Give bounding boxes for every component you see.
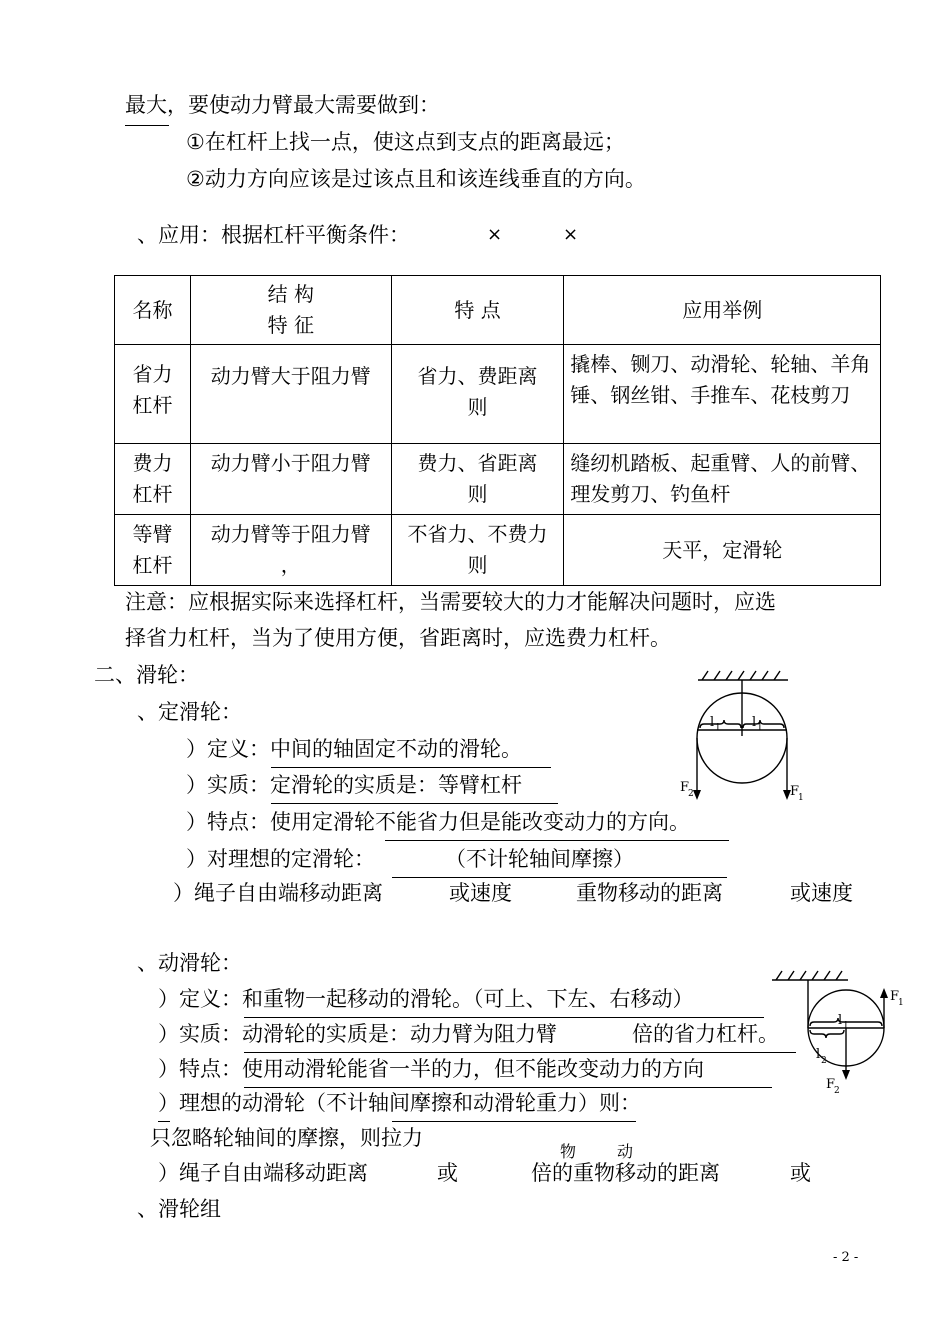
moving-friction: 只忽略轮轴间的摩擦，则拉力: [150, 1126, 423, 1150]
line-max-arm: 最大，要使动力臂最大需要做到：: [125, 93, 440, 117]
underline: [392, 1121, 636, 1122]
times-sign: ×: [563, 224, 579, 245]
moving-distance-a: ）绳子自由端移动距离: [158, 1161, 368, 1185]
cell-examples: 缝纫机踏板、起重臂、人的前臂、理发剪刀、钓鱼杆: [570, 451, 871, 506]
label-f2: F: [826, 1077, 836, 1092]
underline: [385, 840, 729, 841]
lever-table: [114, 275, 881, 586]
table-row: [115, 515, 881, 586]
table-header-row: [115, 276, 881, 345]
underline: [244, 1087, 772, 1088]
table-row: [115, 444, 881, 515]
fixed-ideal-note: （不计轮轴间摩擦）: [445, 847, 634, 871]
line-step-2: ②动力方向应该是过该点且和该连线垂直的方向。: [186, 167, 646, 191]
fixed-definition: ）定义：中间的轴固定不动的滑轮。: [186, 737, 522, 761]
underline: [271, 803, 558, 804]
moving-essence-a: ）实质：动滑轮的实质是：动力臂为阻力臂: [158, 1022, 557, 1046]
moving-essence-b: 倍的省力杠杆。: [632, 1022, 779, 1046]
cell-feature: 动力臂大于阻力臂: [210, 364, 371, 388]
underline: [392, 877, 727, 878]
underline: [244, 1052, 796, 1053]
label-f2: F: [680, 780, 690, 795]
fixed-distance-c: 重物移动的距离: [576, 881, 723, 905]
moving-feature: ）特点：使用动滑轮能省一半的力，但不能改变动力的方向: [158, 1057, 704, 1081]
header-structure: 结 构 特 征: [190, 276, 391, 345]
header-trait: 特 点: [391, 276, 564, 345]
cell-name: 省力 杠杆: [132, 362, 173, 417]
moving-definition: ）定义：和重物一起移动的滑轮。（可上、下左、右移动）: [158, 987, 694, 1011]
underline: [244, 1017, 764, 1018]
svg-text:2: 2: [821, 1056, 827, 1066]
line-step-1: ①在杠杆上找一点，使这点到支点的距离最远；: [186, 130, 625, 154]
header-name: 名称: [115, 276, 191, 345]
line-application: 、应用：根据杠杆平衡条件：: [137, 223, 410, 247]
label-f1: F: [790, 784, 800, 799]
underline: [271, 767, 551, 768]
page-number: - 2 -: [833, 1250, 859, 1265]
fixed-feature: ）特点：使用定滑轮不能省力但是能改变动力的方向。: [186, 810, 690, 834]
pulley-group-title: 、滑轮组: [137, 1197, 221, 1221]
label-l: l: [752, 715, 757, 730]
label-l: l: [816, 1047, 821, 1062]
fixed-distance-d: 或速度: [790, 881, 853, 905]
times-sign: ×: [487, 224, 503, 245]
svg-text:1: 1: [843, 1021, 849, 1031]
svg-text:2: 2: [688, 789, 694, 799]
underline: [125, 125, 169, 126]
fixed-essence: ）实质：定滑轮的实质是：等臂杠杆: [186, 773, 522, 797]
subscript-moving: 动: [617, 1142, 634, 1161]
moving-distance-b: 或: [437, 1161, 458, 1185]
fixed-distance-b: 或速度: [449, 881, 512, 905]
svg-text:1: 1: [798, 793, 804, 803]
subscript-object: 物: [560, 1142, 577, 1161]
cell-trait: 费力、省距离 则: [417, 451, 538, 506]
table-row: [115, 345, 881, 444]
underline: [158, 1121, 170, 1122]
moving-pulley-diagram: [768, 962, 918, 1104]
cell-name: 费力 杠杆: [132, 451, 173, 506]
svg-text:1: 1: [757, 723, 763, 733]
label-l: l: [710, 715, 715, 730]
cell-examples: 天平，定滑轮: [662, 537, 783, 562]
note-line-1: 注意：应根据实际来选择杠杆，当需要较大的力才能解决问题时，应选: [125, 590, 776, 614]
cell-trait: 不省力、不费力 则: [407, 522, 548, 577]
fixed-pulley-title: 、定滑轮：: [137, 700, 242, 724]
moving-distance-d: 或: [790, 1161, 811, 1185]
svg-text:1: 1: [715, 723, 721, 733]
label-l: l: [838, 1013, 843, 1028]
cell-examples: 撬棒、铡刀、动滑轮、轮轴、羊角锤、钢丝钳、手推车、花枝剪刀: [570, 352, 871, 407]
moving-distance-c: 倍的重物移动的距离: [531, 1161, 720, 1185]
cell-feature: 动力臂小于阻力臂: [210, 451, 371, 475]
fixed-ideal: ）对理想的定滑轮：: [186, 847, 375, 871]
label-f1: F: [890, 989, 900, 1004]
header-examples: 应用举例: [564, 276, 881, 345]
fixed-pulley-diagram: [670, 668, 810, 818]
cell-trait: 省力、费距离 则: [417, 364, 538, 419]
section-pulley: 二、滑轮：: [94, 663, 199, 687]
svg-text:1: 1: [898, 998, 904, 1008]
cell-name: 等臂 杠杆: [132, 522, 173, 577]
svg-text:2: 2: [834, 1086, 840, 1096]
fixed-distance-a: ）绳子自由端移动距离: [173, 881, 383, 905]
moving-ideal: ）理想的动滑轮（不计轴间摩擦和动滑轮重力）则：: [158, 1091, 641, 1115]
note-line-2: 择省力杠杆，当为了使用方便，省距离时，应选费力杠杆。: [125, 626, 671, 650]
cell-feature: 动力臂等于阻力臂 ，: [210, 522, 371, 577]
moving-pulley-title: 、动滑轮：: [137, 951, 242, 975]
